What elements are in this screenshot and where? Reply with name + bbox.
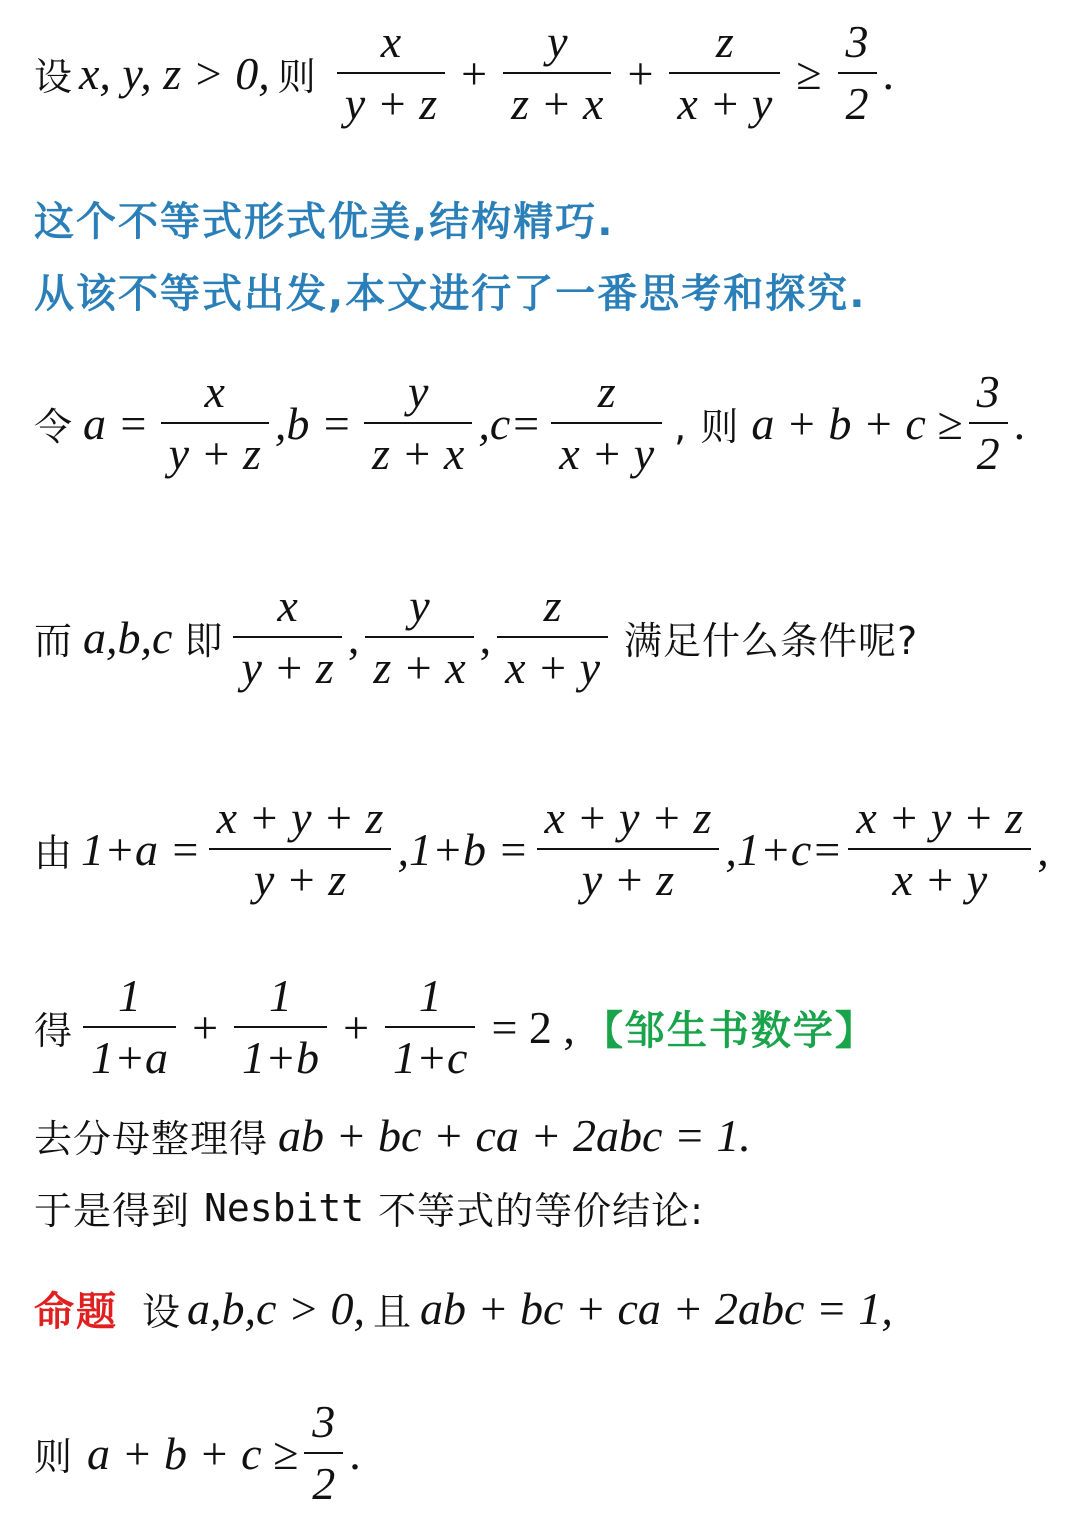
fraction-denominator: y + z: [253, 854, 347, 906]
fraction-bar: [969, 422, 1008, 424]
comma: ,: [1037, 823, 1049, 875]
text-ji: 即: [184, 618, 224, 663]
fraction-denominator: 1+b: [242, 1032, 320, 1084]
one-plus-derivation-line: [34, 794, 1049, 905]
period: .: [882, 47, 895, 99]
text-she: 设: [142, 1290, 182, 1334]
plus-sign: +: [627, 47, 654, 99]
nesbitt-inequality-line: [34, 18, 894, 129]
fraction-three-halves: [969, 368, 1008, 479]
fraction-bar: [503, 72, 611, 74]
fraction-denominator: 2: [976, 428, 1000, 480]
fraction-numerator: x: [380, 16, 402, 67]
nesbitt-name: Nesbitt: [204, 1185, 365, 1230]
fraction-bar: [83, 1026, 176, 1028]
fraction-denominator: x + y: [892, 854, 988, 906]
text-you: 由: [34, 830, 74, 875]
fraction-numerator: y: [547, 16, 568, 67]
fraction-bar: [209, 848, 392, 850]
comma: ,: [347, 611, 360, 663]
fraction-numerator: 3: [845, 16, 869, 67]
b-equals: ,b =: [274, 397, 352, 449]
constraint-formula: ab + bc + ca + 2abc = 1.: [278, 1110, 751, 1161]
question-text: 满足什么条件呢?: [624, 618, 919, 663]
reciprocal-sum-line: [34, 972, 877, 1083]
fraction-numerator: 3: [976, 366, 1000, 417]
text-er: 而: [34, 618, 74, 663]
fraction-bar: [161, 422, 269, 424]
period: .: [349, 1427, 361, 1479]
proposition-line: [34, 1280, 893, 1337]
fraction-denominator: z + x: [511, 78, 604, 130]
fraction-bar: [234, 1026, 327, 1028]
fraction-one-plus-c: [848, 794, 1031, 905]
sum-abc-geq: a + b + c ≥: [751, 397, 963, 449]
plus-sign: +: [461, 47, 488, 99]
fraction-b-definition: [364, 368, 472, 479]
one-plus-b-equals: ,1+b =: [397, 823, 529, 875]
fraction-bar: [848, 848, 1031, 850]
fraction-numerator: z: [597, 366, 616, 417]
fraction-numerator: 1: [418, 970, 442, 1021]
conclusion-text-2: 不等式的等价结论:: [378, 1189, 704, 1233]
plus-sign: +: [343, 1001, 370, 1053]
simplification-text: 去分母整理得: [34, 1117, 269, 1161]
proposition-conclusion-line: [34, 1398, 361, 1509]
fraction-one-plus-b: [537, 794, 720, 905]
plus-sign: +: [192, 1001, 219, 1053]
text-she: 设: [34, 54, 74, 99]
fraction-numerator: x + y + z: [544, 792, 712, 843]
highlight-line-1: 这个不等式形式优美,结构精巧.: [34, 199, 615, 245]
geq-sign: ≥: [796, 47, 822, 99]
fraction-denominator: z + x: [371, 428, 465, 480]
fraction-numerator: x: [204, 366, 225, 417]
vars-abc: a,b,c: [83, 611, 173, 663]
fraction-bar: [365, 636, 473, 638]
fraction-bar: [537, 848, 720, 850]
fraction-numerator: x + y + z: [216, 792, 384, 843]
fraction-three-halves: [838, 18, 877, 129]
text-qie: 且: [372, 1290, 412, 1334]
fraction-numerator: 1: [118, 970, 142, 1021]
fraction-denominator: 1+a: [91, 1032, 169, 1084]
positivity-condition-abc: a,b,c > 0,: [187, 1283, 365, 1334]
equivalent-conclusion-line: [34, 1180, 704, 1235]
a-equals: a =: [83, 397, 149, 449]
fraction-x-over-yz: [337, 18, 445, 129]
highlight-line-2: 从该不等式出发,本文进行了一番思考和探究.: [34, 271, 867, 317]
fraction-denominator: y + z: [344, 78, 438, 130]
fraction-one-over-one-plus-c: [385, 972, 475, 1083]
one-plus-a-equals: 1+a =: [81, 823, 201, 875]
fraction-numerator: y: [407, 366, 429, 417]
fraction-a-definition: [161, 368, 269, 479]
text-ling: 令: [34, 404, 74, 449]
fraction-y-over-zx: [503, 18, 611, 129]
fraction-y-over-zx: [365, 582, 473, 693]
condition-question-line: [34, 582, 918, 693]
fraction-bar: [551, 422, 662, 424]
fraction-denominator: y + z: [581, 854, 675, 906]
c-equals: ,c=: [478, 397, 542, 449]
brand-label: 【邹生书数学】: [582, 1007, 877, 1054]
one-plus-c-equals: ,1+c=: [725, 823, 843, 875]
fraction-denominator: x + y: [559, 428, 655, 480]
fraction-numerator: x: [277, 580, 298, 631]
equals-two: = 2 ,: [491, 1001, 575, 1053]
fraction-one-over-one-plus-a: [83, 972, 176, 1083]
fraction-bar: [497, 636, 608, 638]
fraction-z-over-xy: [497, 582, 608, 693]
fraction-bar: [364, 422, 472, 424]
text-ze: , 则: [674, 404, 740, 449]
fraction-numerator: y: [409, 580, 430, 631]
fraction-denominator: x + y: [505, 642, 601, 694]
conclusion-text-1: 于是得到: [34, 1189, 191, 1233]
fraction-numerator: 1: [269, 970, 293, 1021]
period: .: [1013, 397, 1026, 449]
fraction-numerator: z: [715, 16, 734, 67]
fraction-c-definition: [551, 368, 662, 479]
fraction-numerator: z: [543, 580, 562, 631]
text-de: 得: [34, 1008, 74, 1053]
fraction-bar: [337, 72, 445, 74]
fraction-denominator: 1+c: [393, 1032, 468, 1084]
proposition-constraint: ab + bc + ca + 2abc = 1,: [420, 1283, 893, 1334]
fraction-denominator: z + x: [373, 642, 466, 694]
fraction-denominator: y + z: [241, 642, 334, 694]
fraction-bar: [838, 72, 877, 74]
fraction-three-halves: [304, 1398, 343, 1509]
proposition-label: 命题: [34, 1289, 118, 1335]
fraction-bar: [233, 636, 341, 638]
fraction-denominator: 2: [845, 78, 869, 130]
fraction-bar: [304, 1452, 343, 1454]
fraction-numerator: x + y + z: [856, 792, 1024, 843]
text-ze: 则: [34, 1434, 74, 1479]
fraction-denominator: 2: [312, 1458, 336, 1510]
simplification-line: [34, 1108, 751, 1163]
fraction-one-plus-a: [209, 794, 392, 905]
positivity-condition: x, y, z > 0,: [79, 47, 270, 99]
sum-abc-geq: a + b + c ≥: [87, 1427, 299, 1479]
fraction-denominator: x + y: [677, 78, 773, 130]
fraction-denominator: y + z: [168, 428, 261, 480]
fraction-bar: [385, 1026, 475, 1028]
text-ze: 则: [277, 54, 317, 99]
fraction-bar: [669, 72, 780, 74]
fraction-numerator: 3: [312, 1396, 336, 1447]
fraction-x-over-yz: [233, 582, 341, 693]
comma: ,: [479, 611, 492, 663]
fraction-z-over-xy: [669, 18, 780, 129]
fraction-one-over-one-plus-b: [234, 972, 327, 1083]
substitution-line: [34, 368, 1025, 479]
